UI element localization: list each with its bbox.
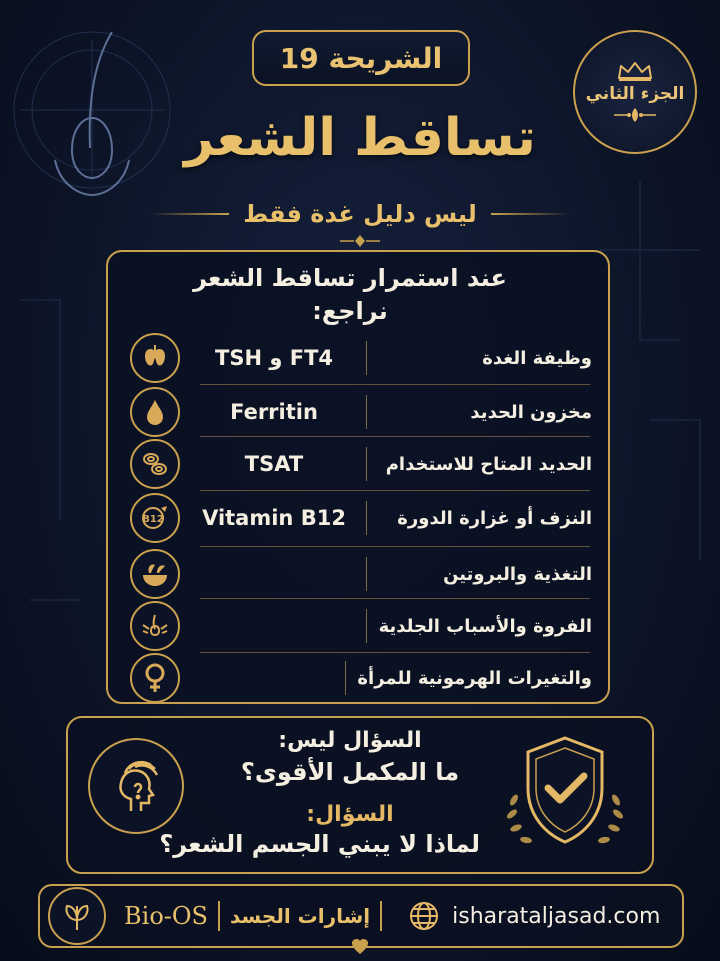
slide-number-label: الشريحة 19: [279, 41, 443, 75]
row-test: TSAT: [244, 452, 304, 476]
slide-number-badge: [252, 30, 470, 86]
row-description: الحديد المتاح للاستخدام: [385, 453, 592, 475]
blood-drop-icon: [130, 387, 180, 437]
scalp-follicle-icon: [130, 601, 180, 651]
checklist-row: [130, 546, 600, 602]
row-separator: [366, 609, 367, 643]
blood-cells-icon: [130, 439, 180, 489]
part-label: الجزء الثاني: [585, 84, 685, 104]
row-test: Ferritin: [230, 400, 318, 424]
row-separator: [366, 557, 367, 591]
footer-separator: [218, 901, 220, 931]
row-description: والتغيرات الهرمونية للمرأة: [357, 667, 592, 689]
question-line3: السؤال:: [306, 802, 394, 827]
checklist-row: [130, 598, 600, 654]
checklist-row: [130, 490, 600, 546]
row-separator: [366, 501, 367, 535]
checklist-row: [130, 436, 600, 492]
row-description: مخزون الحديد: [470, 401, 592, 423]
globe-icon: [408, 900, 440, 932]
row-description: الفروة والأسباب الجلدية: [378, 615, 592, 637]
b12-icon: [130, 493, 180, 543]
question-line1: السؤال ليس:: [278, 728, 422, 753]
food-bowl-icon: [130, 549, 180, 599]
svg-text:B12: B12: [142, 514, 164, 525]
row-description: النزف أو غزارة الدورة: [397, 507, 592, 529]
hair-follicle-illustration: [55, 32, 129, 195]
checklist-heading-line1: عند استمرار تساقط الشعر: [193, 264, 507, 292]
row-description: التغذية والبروتين: [443, 563, 592, 585]
row-separator: [366, 395, 367, 429]
website-link[interactable]: isharataljasad.com: [452, 903, 661, 929]
crown-icon: [615, 60, 655, 82]
checklist-row: [130, 330, 600, 386]
subtitle-row: [150, 196, 570, 232]
female-symbol-icon: [130, 653, 180, 703]
brand-name: Bio-OS: [124, 902, 208, 930]
question-line2: ما المكمل الأقوى؟: [240, 758, 460, 786]
subtitle-ornament-icon: [336, 234, 384, 248]
row-separator: [366, 447, 367, 481]
row-test: Vitamin B12: [202, 506, 346, 530]
row-test: TSH و FT4: [215, 346, 333, 370]
checklist-row: [130, 650, 600, 706]
brand-name-arabic: إشارات الجسد: [230, 904, 371, 928]
footer-separator: [380, 901, 382, 931]
page-title: تساقط الشعر: [184, 108, 536, 168]
subtitle-divider-left: [150, 213, 229, 215]
head-question-icon: [88, 738, 184, 834]
row-separator: [366, 341, 367, 375]
ornament-icon: [612, 106, 658, 124]
subtitle-divider-right: [491, 213, 570, 215]
checklist-row: [130, 384, 600, 440]
subtitle: ليس دليل غدة فقط: [243, 200, 477, 228]
row-description: وظيفة الغدة: [482, 347, 592, 369]
checklist-heading-line2: نراجع:: [312, 297, 388, 325]
question-line4: لماذا لا يبني الجسم الشعر؟: [159, 830, 480, 858]
leaf-logo-icon: [48, 887, 106, 945]
thyroid-icon: [130, 333, 180, 383]
heart-icon: [350, 938, 370, 956]
shield-check-icon: [500, 730, 630, 856]
row-separator: [345, 661, 346, 695]
checklist-heading: [160, 262, 540, 328]
